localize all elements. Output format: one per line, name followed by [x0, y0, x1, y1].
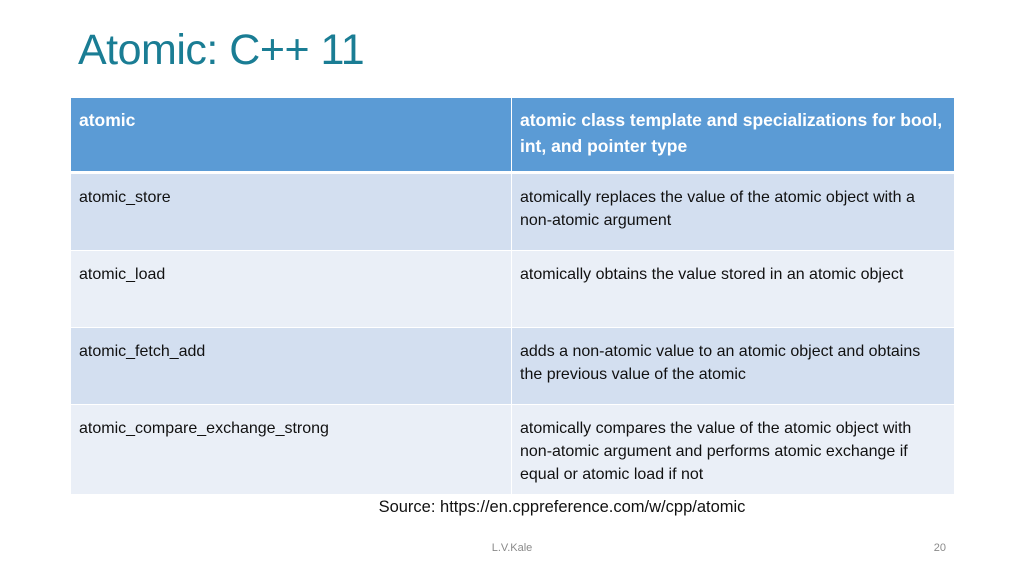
footer-author: L.V.Kale	[491, 542, 533, 554]
table-row	[71, 251, 955, 328]
page-number: 20	[933, 542, 946, 554]
cell-name: atomic_load	[71, 251, 512, 328]
table-row	[71, 405, 955, 495]
cell-description: adds a non-atomic value to an atomic object and obtains the previous value of the atomic	[512, 328, 955, 405]
cell-name: atomic_store	[71, 173, 512, 251]
cell-description: atomically replaces the value of the atomic object with a non-atomic argument	[512, 173, 955, 251]
cell-name: atomic_fetch_add	[71, 328, 512, 405]
slide-title: Atomic: C++ 11	[78, 26, 365, 74]
header-cell-description: atomic class template and specializations for bool, int, and pointer type	[512, 98, 955, 173]
atomic-functions-table	[70, 97, 955, 495]
cell-description: atomically compares the value of the atomic object with non-atomic argument and performs atomic exchange if equal or atomic load if not	[512, 405, 955, 495]
table-row	[71, 328, 955, 405]
cell-name: atomic_compare_exchange_strong	[71, 405, 512, 495]
table-header-row	[71, 98, 955, 173]
source-citation: Source: https://en.cppreference.com/w/cpp/atomic	[378, 498, 746, 516]
header-cell-name: atomic	[71, 98, 512, 173]
cell-description: atomically obtains the value stored in an atomic object	[512, 251, 955, 328]
table-row	[71, 173, 955, 251]
